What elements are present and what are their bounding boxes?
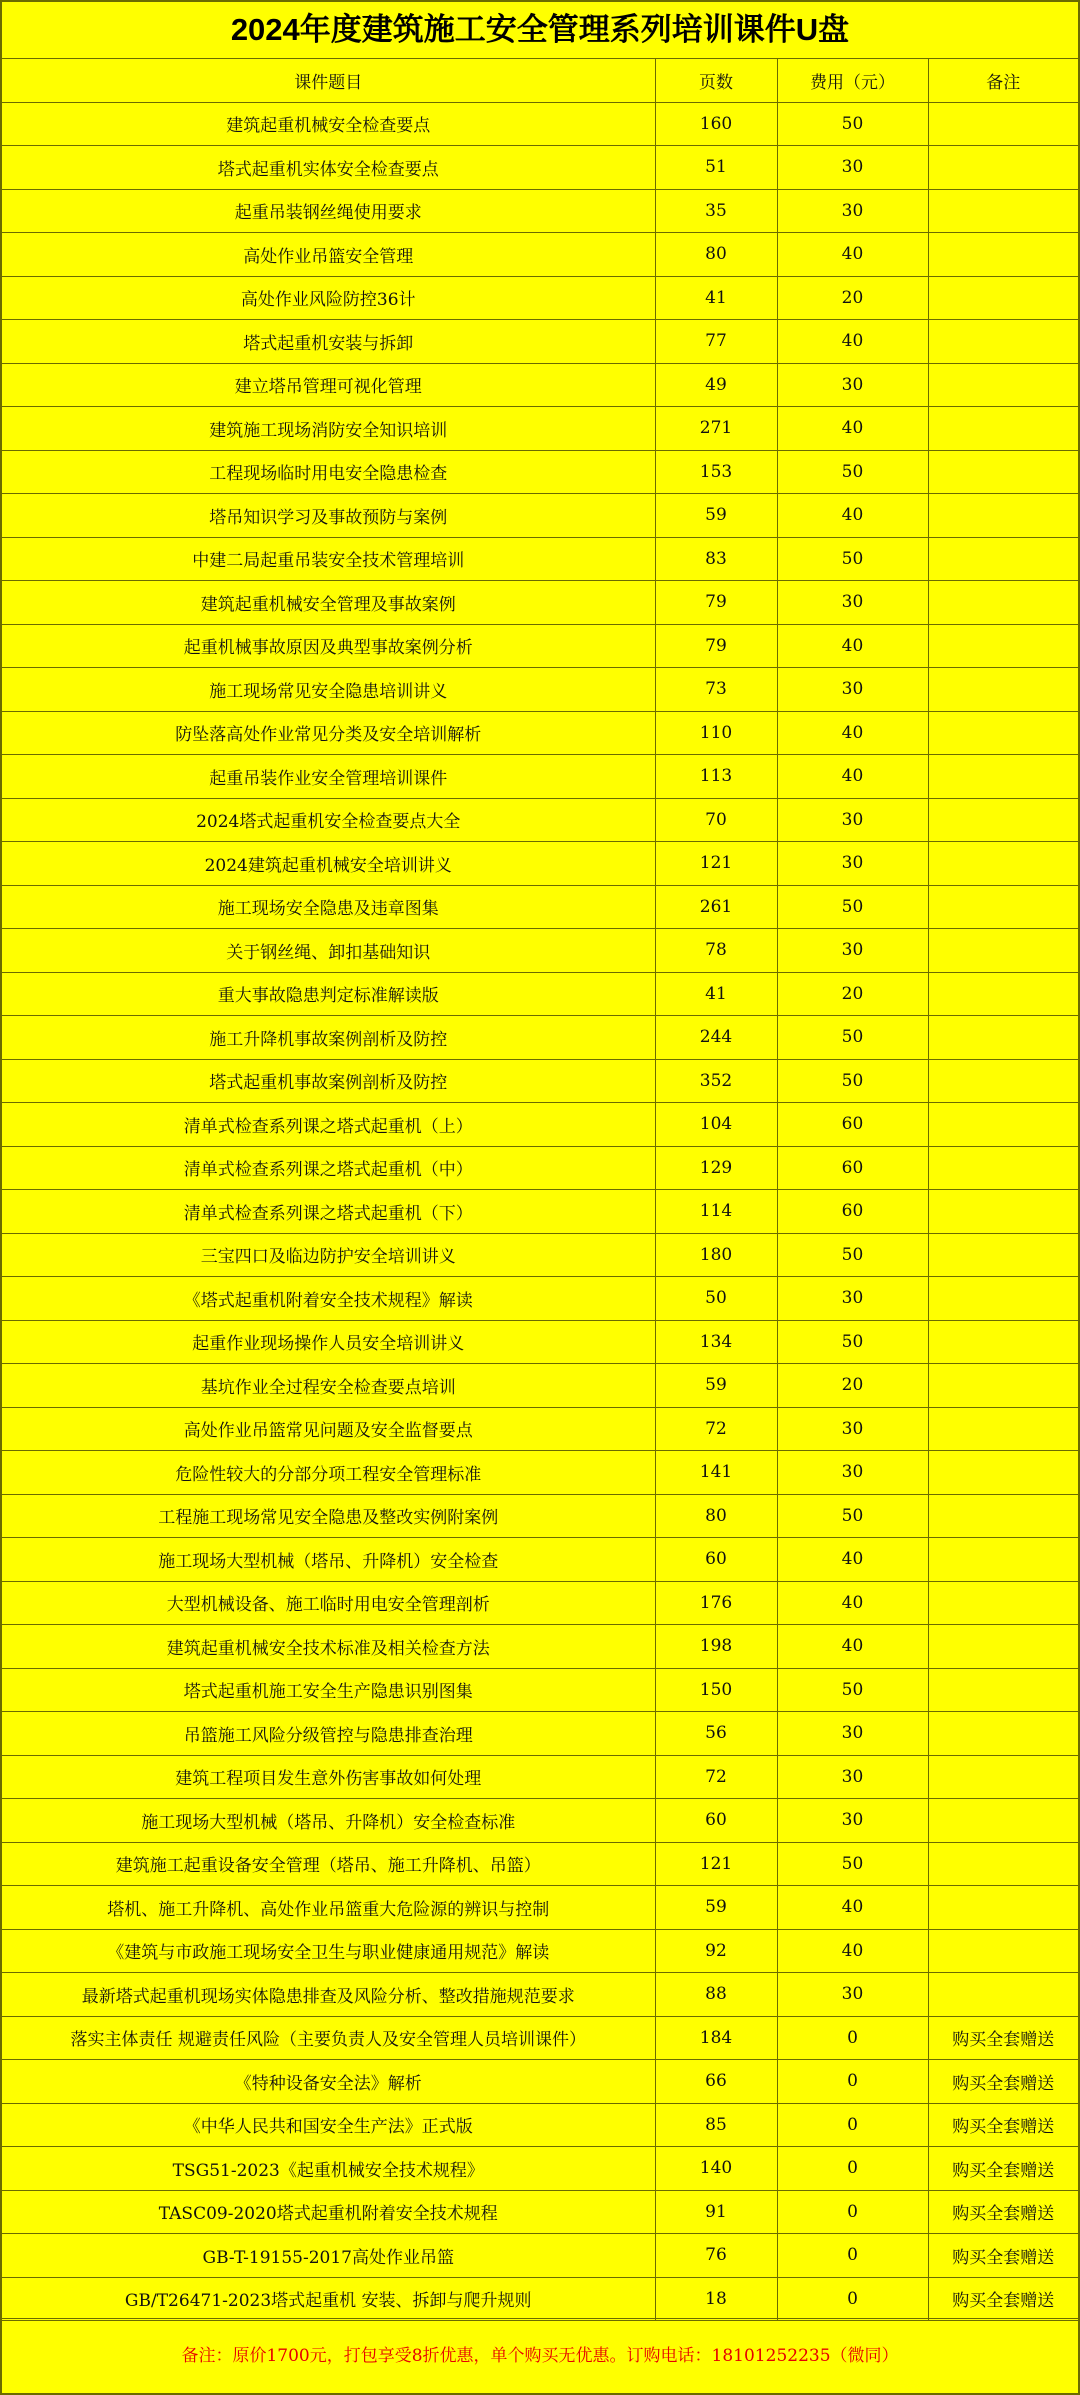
cell-title: 建筑施工起重设备安全管理（塔吊、施工升降机、吊篮） [2,1842,655,1886]
cell-fee: 50 [777,537,928,581]
column-header-fee: 费用（元） [777,59,928,102]
cell-note [928,1277,1078,1321]
table-row [2,668,1078,712]
table-row [2,2234,1078,2278]
cell-pages: 79 [655,581,777,625]
cell-fee: 50 [777,1842,928,1886]
cell-fee: 50 [777,1668,928,1712]
cell-fee: 50 [777,1494,928,1538]
cell-pages: 60 [655,1538,777,1582]
cell-note [928,885,1078,929]
cell-pages: 92 [655,1929,777,1973]
cell-fee: 0 [777,2190,928,2234]
cell-fee: 30 [777,929,928,973]
table-row [2,1973,1078,2017]
cell-note [928,1494,1078,1538]
table-row [2,2060,1078,2104]
cell-title: 落实主体责任 规避责任风险（主要负责人及安全管理人员培训课件） [2,2016,655,2060]
cell-fee: 0 [777,2234,928,2278]
table-row [2,1668,1078,1712]
cell-note [928,537,1078,581]
cell-note [928,1625,1078,1669]
cell-note: 购买全套赠送 [928,2234,1078,2278]
cell-note [928,581,1078,625]
cell-note [928,1364,1078,1408]
cell-fee: 30 [777,1277,928,1321]
cell-fee: 20 [777,276,928,320]
table-row [2,2277,1078,2321]
cell-fee: 30 [777,363,928,407]
table-row [2,1494,1078,1538]
cell-note: 购买全套赠送 [928,2103,1078,2147]
cell-title: 重大事故隐患判定标准解读版 [2,972,655,1016]
cell-fee: 0 [777,2103,928,2147]
cell-fee: 40 [777,494,928,538]
cell-title: 建筑工程项目发生意外伤害事故如何处理 [2,1755,655,1799]
cell-pages: 80 [655,233,777,277]
cell-pages: 70 [655,798,777,842]
cell-note [928,1146,1078,1190]
cell-title: 施工升降机事故案例剖析及防控 [2,1016,655,1060]
cell-note [928,755,1078,799]
cell-title: 《建筑与市政施工现场安全卫生与职业健康通用规范》解读 [2,1929,655,1973]
cell-pages: 244 [655,1016,777,1060]
cell-fee: 20 [777,1364,928,1408]
cell-note [928,1842,1078,1886]
cell-note: 购买全套赠送 [928,2016,1078,2060]
cell-pages: 160 [655,102,777,146]
cell-title: GB/T26471-2023塔式起重机 安装、拆卸与爬升规则 [2,2277,655,2321]
column-header-pages: 页数 [655,59,777,102]
cell-pages: 110 [655,711,777,755]
course-table [2,59,1078,2321]
cell-pages: 113 [655,755,777,799]
cell-pages: 72 [655,1755,777,1799]
cell-note [928,1929,1078,1973]
table-row [2,1320,1078,1364]
table-row [2,1190,1078,1234]
cell-fee: 0 [777,2060,928,2104]
column-header-title: 课件题目 [2,59,655,102]
cell-pages: 59 [655,494,777,538]
cell-pages: 50 [655,1277,777,1321]
table-row [2,450,1078,494]
cell-fee: 40 [777,233,928,277]
table-row [2,1842,1078,1886]
cell-fee: 30 [777,146,928,190]
table-body [2,102,1078,2321]
table-row [2,1799,1078,1843]
cell-title: 高处作业吊篮安全管理 [2,233,655,277]
cell-title: 清单式检查系列课之塔式起重机（中） [2,1146,655,1190]
cell-pages: 104 [655,1103,777,1147]
cell-note [928,1451,1078,1495]
cell-title: 建筑起重机械安全管理及事故案例 [2,581,655,625]
cell-note: 购买全套赠送 [928,2277,1078,2321]
cell-note [928,1059,1078,1103]
cell-title: 塔吊知识学习及事故预防与案例 [2,494,655,538]
cell-pages: 18 [655,2277,777,2321]
cell-fee: 60 [777,1190,928,1234]
cell-fee: 50 [777,1016,928,1060]
cell-title: 起重机械事故原因及典型事故案例分析 [2,624,655,668]
table-row [2,1929,1078,1973]
cell-title: 施工现场大型机械（塔吊、升降机）安全检查 [2,1538,655,1582]
cell-title: 建立塔吊管理可视化管理 [2,363,655,407]
table-row [2,537,1078,581]
cell-note [928,1886,1078,1930]
cell-note [928,363,1078,407]
cell-note [928,494,1078,538]
cell-pages: 153 [655,450,777,494]
cell-pages: 56 [655,1712,777,1756]
table-row [2,320,1078,364]
table-row [2,1277,1078,1321]
cell-pages: 121 [655,1842,777,1886]
cell-title: 起重作业现场操作人员安全培训讲义 [2,1320,655,1364]
cell-pages: 180 [655,1233,777,1277]
page-title: 2024年度建筑施工安全管理系列培训课件U盘 [2,2,1078,59]
cell-title: 《塔式起重机附着安全技术规程》解读 [2,1277,655,1321]
cell-title: 施工现场常见安全隐患培训讲义 [2,668,655,712]
table-row [2,1103,1078,1147]
cell-note [928,1581,1078,1625]
table-row [2,929,1078,973]
cell-fee: 50 [777,1059,928,1103]
cell-note [928,1712,1078,1756]
cell-fee: 30 [777,1755,928,1799]
cell-title: 吊篮施工风险分级管控与隐患排查治理 [2,1712,655,1756]
cell-fee: 50 [777,102,928,146]
cell-pages: 184 [655,2016,777,2060]
cell-note: 购买全套赠送 [928,2147,1078,2191]
table-header-row [2,59,1078,102]
table-row [2,276,1078,320]
column-header-note: 备注 [928,59,1078,102]
cell-note [928,450,1078,494]
cell-fee: 40 [777,1538,928,1582]
cell-fee: 30 [777,189,928,233]
cell-fee: 30 [777,1712,928,1756]
table-row [2,1712,1078,1756]
table-row [2,2147,1078,2191]
cell-fee: 50 [777,885,928,929]
footer-note: 备注：原价1700元，打包享受8折优惠，单个购买无优惠。订购电话：18101252235（微同） [2,2318,1078,2393]
table-row [2,102,1078,146]
cell-title: 2024塔式起重机安全检查要点大全 [2,798,655,842]
cell-fee: 50 [777,1233,928,1277]
cell-fee: 40 [777,711,928,755]
table-row [2,1146,1078,1190]
cell-pages: 73 [655,668,777,712]
cell-note [928,276,1078,320]
cell-note [928,146,1078,190]
cell-pages: 121 [655,842,777,886]
cell-fee: 40 [777,407,928,451]
cell-note: 购买全套赠送 [928,2190,1078,2234]
table-row [2,1625,1078,1669]
table-row [2,1059,1078,1103]
cell-fee: 30 [777,581,928,625]
cell-title: 基坑作业全过程安全检查要点培训 [2,1364,655,1408]
cell-title: 2024建筑起重机械安全培训讲义 [2,842,655,886]
cell-pages: 352 [655,1059,777,1103]
cell-title: 塔式起重机施工安全生产隐患识别图集 [2,1668,655,1712]
table-row [2,2190,1078,2234]
cell-title: 《特种设备安全法》解析 [2,2060,655,2104]
cell-pages: 129 [655,1146,777,1190]
cell-note [928,711,1078,755]
cell-fee: 40 [777,1886,928,1930]
cell-title: 大型机械设备、施工临时用电安全管理剖析 [2,1581,655,1625]
cell-title: 高处作业吊篮常见问题及安全监督要点 [2,1407,655,1451]
table-row [2,2016,1078,2060]
cell-pages: 72 [655,1407,777,1451]
cell-fee: 40 [777,1929,928,1973]
cell-pages: 49 [655,363,777,407]
cell-note [928,1755,1078,1799]
cell-pages: 60 [655,1799,777,1843]
cell-title: TSG51-2023《起重机械安全技术规程》 [2,2147,655,2191]
cell-pages: 41 [655,276,777,320]
cell-note [928,1320,1078,1364]
table-row [2,1233,1078,1277]
cell-title: 建筑起重机械安全检查要点 [2,102,655,146]
cell-note [928,1103,1078,1147]
cell-fee: 30 [777,1799,928,1843]
cell-note [928,1016,1078,1060]
cell-pages: 51 [655,146,777,190]
cell-note [928,407,1078,451]
cell-fee: 30 [777,842,928,886]
cell-fee: 0 [777,2277,928,2321]
cell-fee: 20 [777,972,928,1016]
table-row [2,1407,1078,1451]
table-row [2,1538,1078,1582]
cell-title: 建筑起重机械安全技术标准及相关检查方法 [2,1625,655,1669]
cell-pages: 141 [655,1451,777,1495]
table-row [2,2103,1078,2147]
cell-title: 塔式起重机实体安全检查要点 [2,146,655,190]
table-row [2,494,1078,538]
table-row [2,581,1078,625]
cell-pages: 150 [655,1668,777,1712]
table-row [2,711,1078,755]
cell-pages: 78 [655,929,777,973]
table-row [2,1581,1078,1625]
cell-note [928,1668,1078,1712]
cell-note [928,189,1078,233]
cell-title: 塔机、施工升降机、高处作业吊篮重大危险源的辨识与控制 [2,1886,655,1930]
table-row [2,1016,1078,1060]
cell-fee: 30 [777,1973,928,2017]
cell-pages: 35 [655,189,777,233]
cell-title: 施工现场安全隐患及违章图集 [2,885,655,929]
cell-pages: 271 [655,407,777,451]
cell-fee: 40 [777,1625,928,1669]
table-row [2,363,1078,407]
cell-pages: 76 [655,2234,777,2278]
cell-title: 起重吊装作业安全管理培训课件 [2,755,655,799]
cell-pages: 198 [655,1625,777,1669]
cell-title: 清单式检查系列课之塔式起重机（下） [2,1190,655,1234]
cell-fee: 40 [777,755,928,799]
table-row [2,233,1078,277]
table-row [2,1755,1078,1799]
cell-title: 高处作业风险防控36计 [2,276,655,320]
cell-pages: 41 [655,972,777,1016]
cell-fee: 30 [777,1451,928,1495]
table-row [2,407,1078,451]
cell-title: GB-T-19155-2017高处作业吊篮 [2,2234,655,2278]
table-row [2,189,1078,233]
cell-note [928,102,1078,146]
cell-pages: 85 [655,2103,777,2147]
cell-note [928,1973,1078,2017]
cell-pages: 66 [655,2060,777,2104]
cell-pages: 83 [655,537,777,581]
cell-pages: 88 [655,1973,777,2017]
cell-title: 最新塔式起重机现场实体隐患排查及风险分析、整改措施规范要求 [2,1973,655,2017]
cell-title: 塔式起重机安装与拆卸 [2,320,655,364]
cell-note [928,233,1078,277]
cell-title: TASC09-2020塔式起重机附着安全技术规程 [2,2190,655,2234]
table-row [2,1451,1078,1495]
table-row [2,842,1078,886]
cell-note [928,1190,1078,1234]
cell-note [928,798,1078,842]
table-row [2,755,1078,799]
cell-title: 建筑施工现场消防安全知识培训 [2,407,655,451]
cell-note [928,1799,1078,1843]
cell-title: 清单式检查系列课之塔式起重机（上） [2,1103,655,1147]
cell-title: 工程现场临时用电安全隐患检查 [2,450,655,494]
cell-pages: 91 [655,2190,777,2234]
cell-note [928,1233,1078,1277]
table-row [2,1364,1078,1408]
cell-fee: 40 [777,1581,928,1625]
cell-pages: 59 [655,1364,777,1408]
cell-pages: 59 [655,1886,777,1930]
cell-fee: 50 [777,450,928,494]
cell-title: 塔式起重机事故案例剖析及防控 [2,1059,655,1103]
cell-fee: 0 [777,2016,928,2060]
table-row [2,1886,1078,1930]
cell-title: 工程施工现场常见安全隐患及整改实例附案例 [2,1494,655,1538]
cell-title: 施工现场大型机械（塔吊、升降机）安全检查标准 [2,1799,655,1843]
cell-title: 《中华人民共和国安全生产法》正式版 [2,2103,655,2147]
cell-pages: 79 [655,624,777,668]
cell-fee: 50 [777,1320,928,1364]
cell-title: 防坠落高处作业常见分类及安全培训解析 [2,711,655,755]
cell-note [928,1538,1078,1582]
cell-title: 起重吊装钢丝绳使用要求 [2,189,655,233]
cell-pages: 77 [655,320,777,364]
cell-note [928,624,1078,668]
cell-note [928,320,1078,364]
cell-note [928,972,1078,1016]
cell-title: 危险性较大的分部分项工程安全管理标准 [2,1451,655,1495]
cell-fee: 30 [777,668,928,712]
cell-note: 购买全套赠送 [928,2060,1078,2104]
table-row [2,624,1078,668]
cell-pages: 114 [655,1190,777,1234]
cell-fee: 0 [777,2147,928,2191]
cell-title: 三宝四口及临边防护安全培训讲义 [2,1233,655,1277]
table-row [2,885,1078,929]
cell-pages: 140 [655,2147,777,2191]
cell-fee: 40 [777,624,928,668]
cell-fee: 60 [777,1103,928,1147]
cell-title: 中建二局起重吊装安全技术管理培训 [2,537,655,581]
table-row [2,972,1078,1016]
cell-fee: 40 [777,320,928,364]
cell-pages: 134 [655,1320,777,1364]
cell-note [928,929,1078,973]
cell-pages: 261 [655,885,777,929]
cell-fee: 30 [777,1407,928,1451]
cell-note [928,1407,1078,1451]
cell-note [928,842,1078,886]
table-row [2,798,1078,842]
table-row [2,146,1078,190]
cell-title: 关于钢丝绳、卸扣基础知识 [2,929,655,973]
cell-note [928,668,1078,712]
cell-fee: 60 [777,1146,928,1190]
cell-fee: 30 [777,798,928,842]
cell-pages: 80 [655,1494,777,1538]
cell-pages: 176 [655,1581,777,1625]
